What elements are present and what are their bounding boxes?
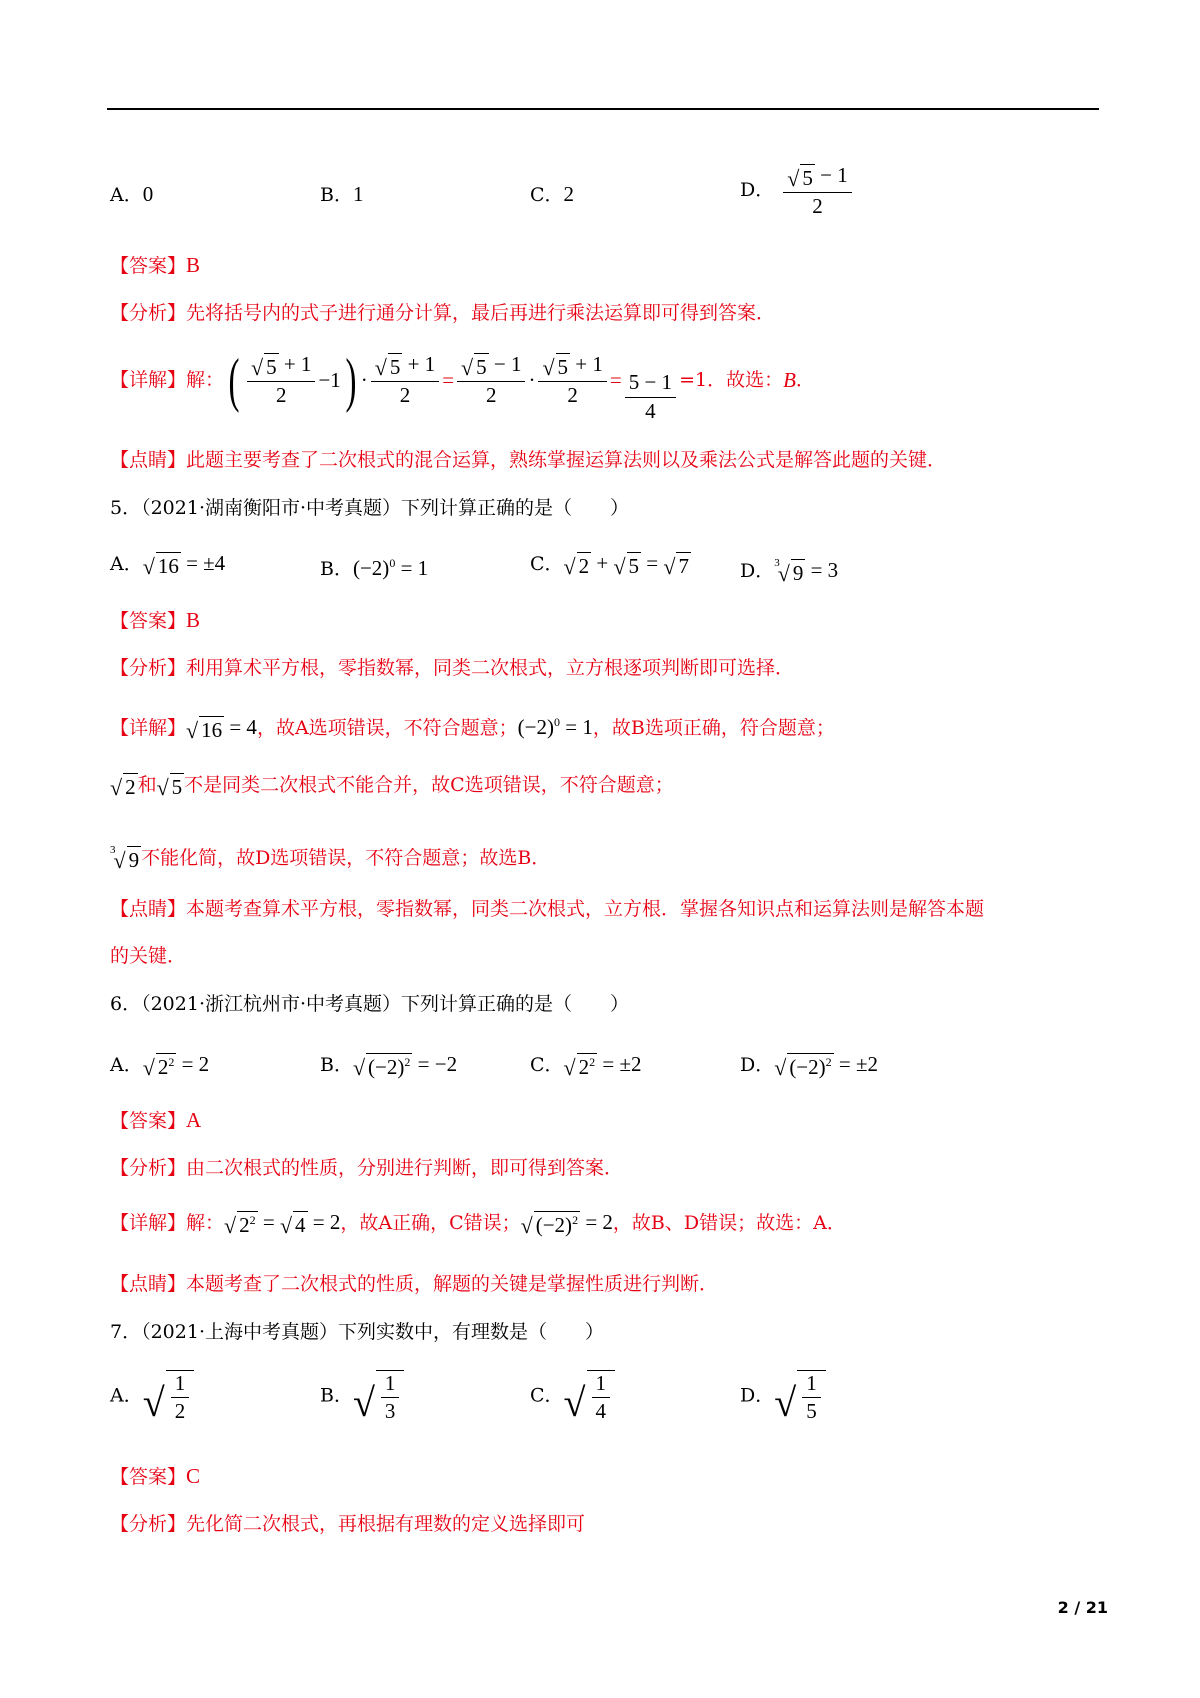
q4-option-a xyxy=(110,180,153,209)
answer-tag: 【答案】 xyxy=(110,255,187,277)
q5-comment-cont: 的关键． xyxy=(110,945,187,967)
q5-option-c: C． √ 2 + √ 5 = √ 7 xyxy=(530,551,689,580)
option-label: D． xyxy=(740,179,775,202)
q7-stem: 7．（2021·上海中考真题）下列实数中，有理数是（ ） xyxy=(110,1321,604,1343)
detail-c-mid: 和 xyxy=(137,774,157,796)
q7-option-a: A． √ $\frac{1}{2}$ xyxy=(110,1370,194,1423)
detail-prefix: 解： xyxy=(186,1212,225,1234)
q6-answer xyxy=(110,1106,201,1135)
formula-d: √ 5 − 1 2 xyxy=(783,164,851,218)
analysis-tag: 【分析】 xyxy=(110,302,187,324)
q6-option-a: A． √ $2^2$ = 2 xyxy=(110,1052,210,1081)
q6-option-d: D． √ $(-2)^2$ = ±2 xyxy=(740,1052,879,1081)
q6-detail: 【详解】解： √ $2^2$ = √ 4 = 2，故A正确，C错误； √ $(-2)^2$ = 2，故B、D错误；故选：A． xyxy=(110,1210,846,1239)
comment-text: 此题主要考查了二次根式的混合运算，熟练掌握运算法则以及乘法公式是解答此题的关键． xyxy=(186,449,947,471)
detail-tail: =1．故选： xyxy=(679,369,784,391)
answer-value: B xyxy=(186,608,201,632)
detail-choice: B xyxy=(783,368,796,392)
q5-option-a: A． √ 16 = ±4 xyxy=(110,551,226,580)
q7-option-b: B． √ $\frac{1}{3}$ xyxy=(320,1370,404,1423)
analysis-tag: 【分析】 xyxy=(110,1513,187,1535)
detail-tag: 【详解】 xyxy=(110,717,187,739)
q7-answer xyxy=(110,1462,200,1491)
detail-tag: 【详解】 xyxy=(110,369,187,391)
analysis-text: 先化简二次根式，再根据有理数的定义选择即可 xyxy=(186,1513,586,1535)
analysis-tag: 【分析】 xyxy=(110,1157,187,1179)
analysis-text: 先将括号内的式子进行通分计算，最后再进行乘法运算即可得到答案． xyxy=(186,302,776,324)
comment-tag: 【点睛】 xyxy=(110,898,187,920)
page-number: 2 / 21 xyxy=(1057,1598,1108,1617)
analysis-tag: 【分析】 xyxy=(110,657,187,679)
option-value: 1 xyxy=(352,182,364,206)
q6-analysis xyxy=(110,1154,623,1182)
detail-prefix: 解： xyxy=(186,369,225,391)
analysis-text: 由二次根式的性质，分别进行判断，即可得到答案． xyxy=(186,1157,624,1179)
detail-1: ，故A正确，C错误； xyxy=(340,1212,521,1234)
q7-option-d: D． √ $\frac{1}{5}$ xyxy=(740,1370,826,1423)
q5-option-d: D．$^3$ √ 9 = 3 xyxy=(740,557,839,587)
q6-option-c: C． √ $2^2$ = ±2 xyxy=(530,1052,642,1081)
detail-c: 不是同类二次根式不能合并，故C选项错误，不符合题意； xyxy=(184,774,674,796)
detail-b: ，故B选项正确，符合题意； xyxy=(592,717,835,739)
q4-option-b xyxy=(320,180,363,209)
q5-stem: 5．（2021·湖南衡阳市·中考真题）下列计算正确的是（ ） xyxy=(110,497,630,519)
detail-d: 不能化简，故D选项错误，不符合题意；故选B． xyxy=(141,847,551,869)
q4-comment xyxy=(110,446,946,474)
q6-option-b: B． √ $(-2)^2$ = −2 xyxy=(320,1052,458,1081)
option-label: A． xyxy=(110,184,143,206)
q4-answer xyxy=(110,251,200,280)
q5-answer xyxy=(110,606,200,635)
q7-analysis xyxy=(110,1510,585,1538)
answer-tag: 【答案】 xyxy=(110,1110,187,1132)
q4-analysis xyxy=(110,299,775,327)
q6-stem: 6．（2021·浙江杭州市·中考真题）下列计算正确的是（ ） xyxy=(110,993,630,1015)
comment-tag: 【点睛】 xyxy=(110,449,187,471)
option-label: C． xyxy=(530,184,564,206)
comment-text: 本题考查了二次根式的性质，解题的关键是掌握性质进行判断． xyxy=(186,1273,719,1295)
q5-detail-2: √ 2 和 √ 5 不是同类二次根式不能合并，故C选项错误，不符合题意； xyxy=(110,774,674,801)
answer-tag: 【答案】 xyxy=(110,1466,187,1488)
q5-detail-1: 【详解】 √ 16 = 4，故A选项错误，不符合题意；$(-2)^0 = 1$，故B选项正确，符合题意； xyxy=(110,715,835,744)
answer-value: B xyxy=(186,253,201,277)
detail-end: ． xyxy=(795,369,815,391)
comment-tag: 【点睛】 xyxy=(110,1273,187,1295)
q5-analysis xyxy=(110,654,794,682)
q4-detail xyxy=(110,346,815,423)
option-value: 2 xyxy=(563,182,575,206)
q5-option-b: B．$(-2)^0 = 1$ xyxy=(320,556,429,580)
detail-2: ，故B、D错误；故选：A． xyxy=(612,1212,846,1234)
q5-detail-3: $^3$ √ 9 不能化简，故D选项错误，不符合题意；故选B． xyxy=(110,844,551,874)
answer-value: A xyxy=(186,1108,202,1132)
answer-value: C xyxy=(186,1464,201,1488)
answer-tag: 【答案】 xyxy=(110,610,187,632)
detail-tag: 【详解】 xyxy=(110,1212,187,1234)
comment-text: 本题考查算术平方根，零指数幂，同类二次根式，立方根．掌握各知识点和运算法则是解答本题 xyxy=(186,898,985,920)
q7-option-c: C． √ $\frac{1}{4}$ xyxy=(530,1370,615,1423)
header-rule xyxy=(107,108,1099,110)
option-value: 0 xyxy=(142,182,154,206)
detail-a: ，故A选项错误，不符合题意； xyxy=(256,717,518,739)
option-label: B． xyxy=(320,184,353,206)
detail-formula: ( √ 5 + 1 2 −1 ) · √ 5 + 1 2 = √ 5 − 1 2 · √ 5 + 1 2 = $\frac{5 - 1}{4}$ xyxy=(224,337,679,422)
q4-option-c xyxy=(530,180,574,209)
analysis-text: 利用算术平方根，零指数幂，同类二次根式，立方根逐项判断即可选择． xyxy=(186,657,795,679)
q6-comment xyxy=(110,1270,718,1298)
q4-option-d xyxy=(740,164,855,218)
q5-comment xyxy=(110,895,984,923)
